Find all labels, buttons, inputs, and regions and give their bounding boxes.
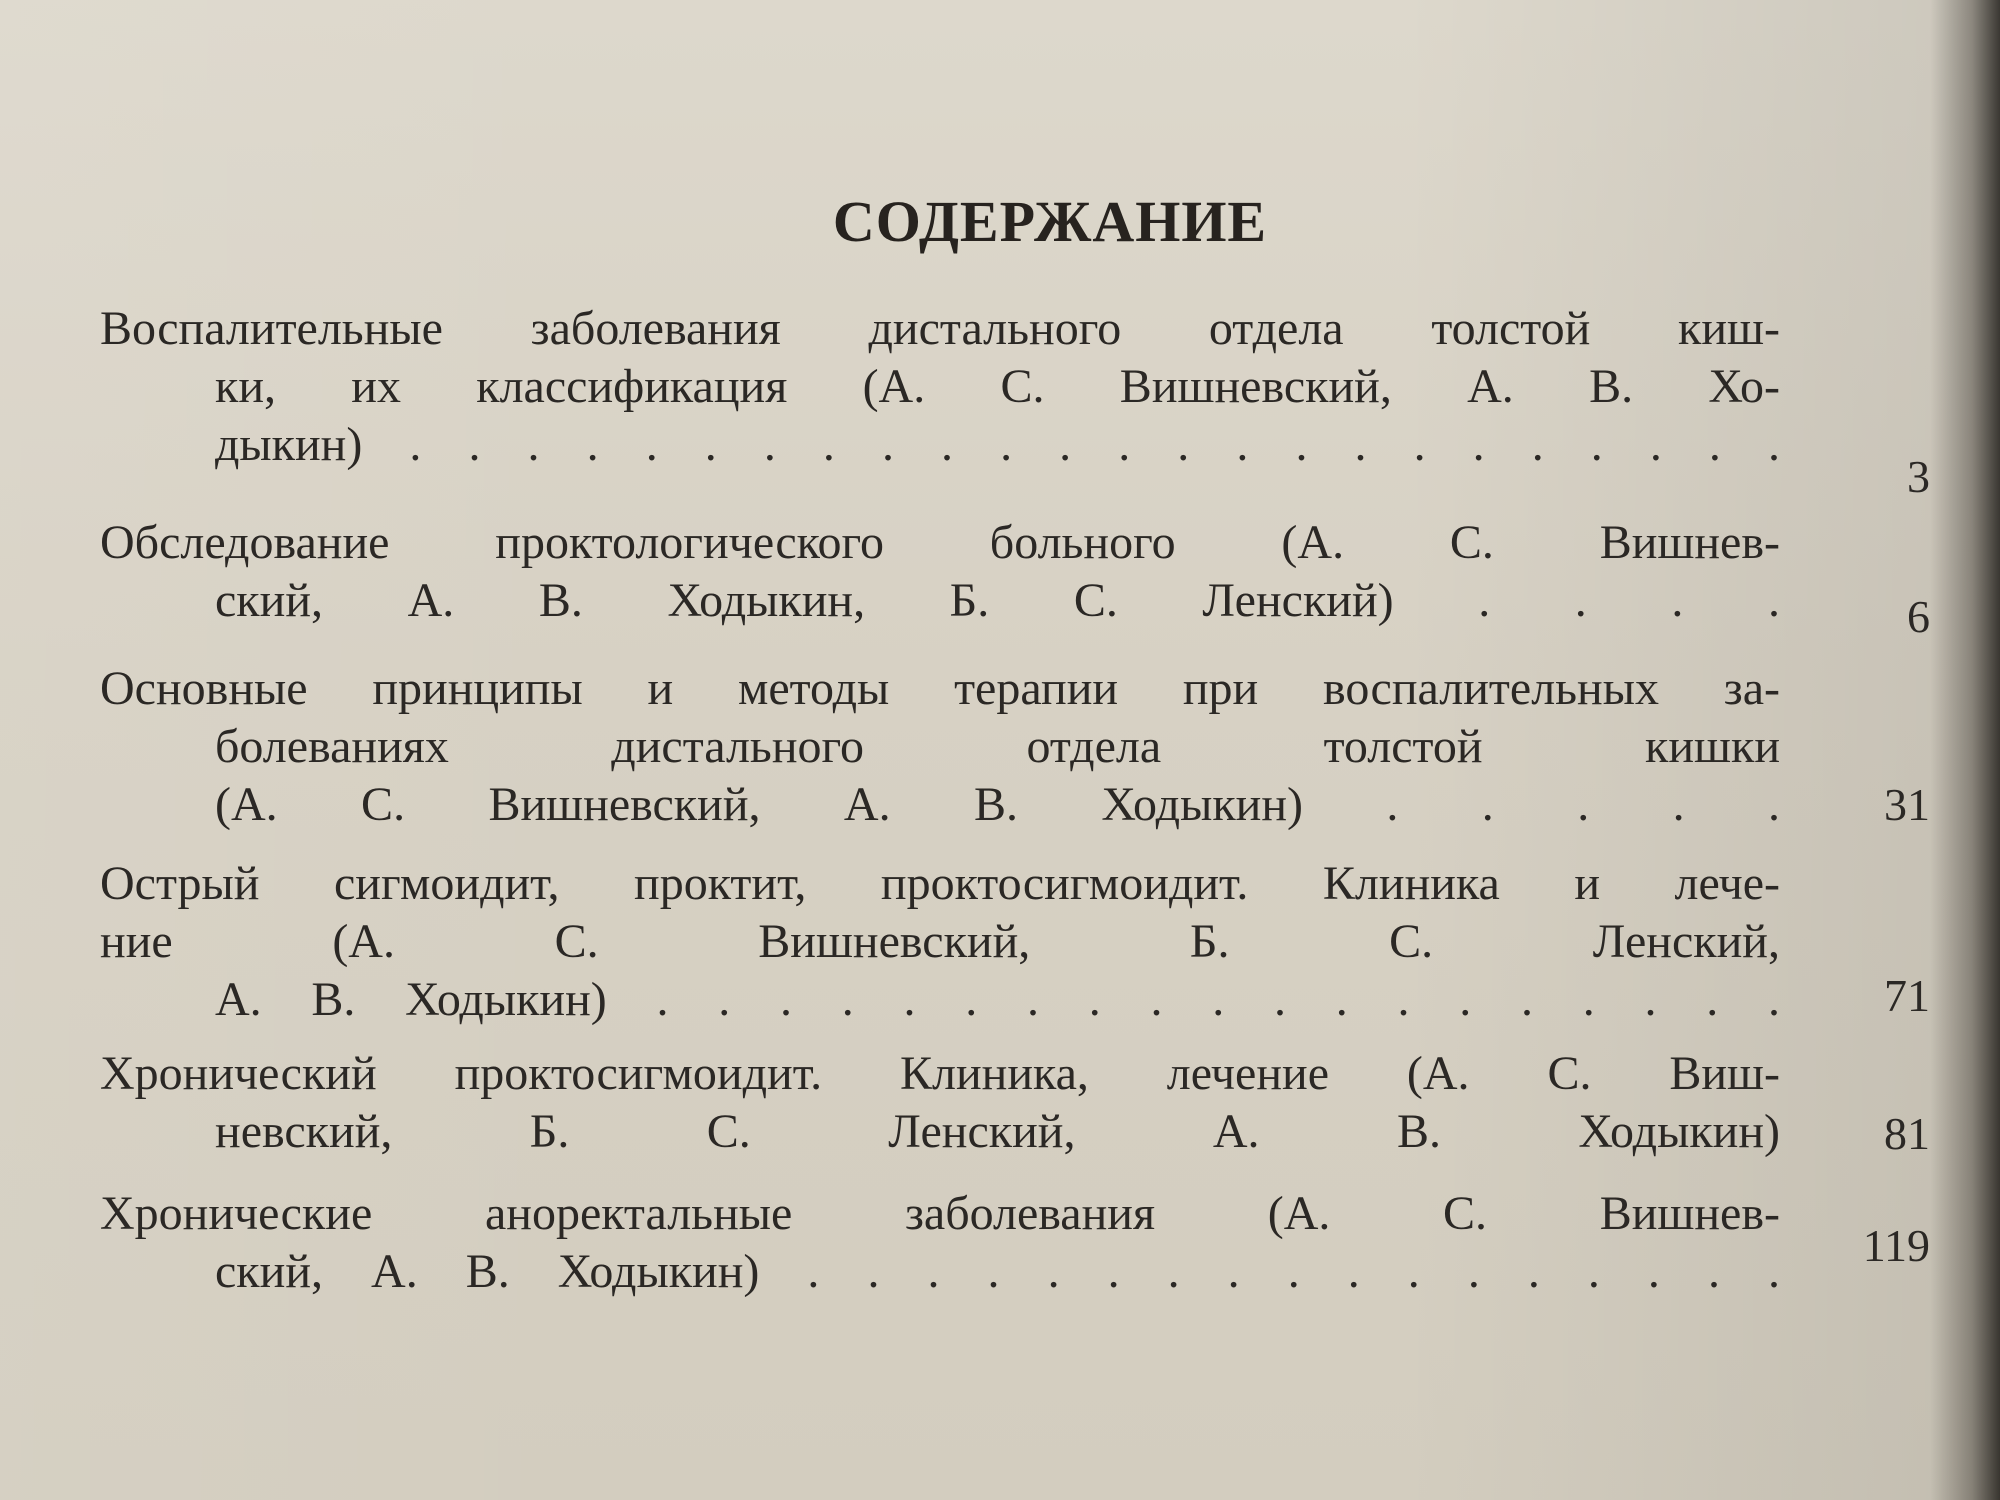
toc-entry [100, 1185, 1930, 1315]
toc-entry-line: (А. С. Вишневский, А. В. Ходыкин) . . . . . [215, 778, 1780, 831]
toc-entry-line: ние (А. С. Вишневский, Б. С. Ленский, [100, 915, 1780, 968]
toc-page-number: 3 [1907, 451, 1930, 502]
toc-entry [100, 300, 1930, 500]
toc-page-number: 81 [1884, 1108, 1930, 1159]
toc-entry-line: Хронические аноректальные заболевания (А. С. Вишнев- [100, 1187, 1780, 1240]
toc-page-number: 6 [1907, 591, 1930, 642]
toc-entry [100, 1045, 1930, 1175]
toc-entry-line: Хронический проктосигмоидит. Клиника, лечение (А. С. Виш- [100, 1047, 1780, 1100]
toc-page-number: 119 [1862, 1220, 1930, 1271]
toc-entry-line: Обследование проктологического больного (А. С. Вишнев- [100, 516, 1780, 569]
toc-entry [100, 660, 1930, 850]
toc-entry-line: Основные принципы и методы терапии при воспалительных за- [100, 662, 1780, 715]
toc-entry-line: Острый сигмоидит, проктит, проктосигмоидит. Клиника и лече- [100, 857, 1780, 910]
toc-entry-line: невский, Б. С. Ленский, А. В. Ходыкин) [215, 1105, 1780, 1158]
toc-entry-line: Воспалительные заболевания дистального отдела толстой киш- [100, 302, 1780, 355]
toc-entry [100, 514, 1930, 644]
toc-entry-line: А. В. Ходыкин) . . . . . . . . . . . . . . . . . . . [215, 973, 1780, 1026]
page-title: СОДЕРЖАНИЕ [832, 189, 1268, 254]
toc-page-number: 31 [1884, 779, 1930, 830]
toc-entry-line: дыкин) . . . . . . . . . . . . . . . . . . . . . . . . [215, 418, 1780, 471]
toc-entry-line: ский, А. В. Ходыкин, Б. С. Ленский) . . . . [215, 574, 1780, 627]
toc-entry [100, 855, 1930, 1045]
toc-page-number: 71 [1884, 970, 1930, 1021]
toc-entry-line: ки, их классификация (А. С. Вишневский, А. В. Хо- [215, 360, 1780, 413]
toc-entry-line: ский, А. В. Ходыкин) . . . . . . . . . . . . . . . . . [215, 1245, 1780, 1298]
toc-entry-line: болеваниях дистального отдела толстой кишки [215, 720, 1780, 773]
